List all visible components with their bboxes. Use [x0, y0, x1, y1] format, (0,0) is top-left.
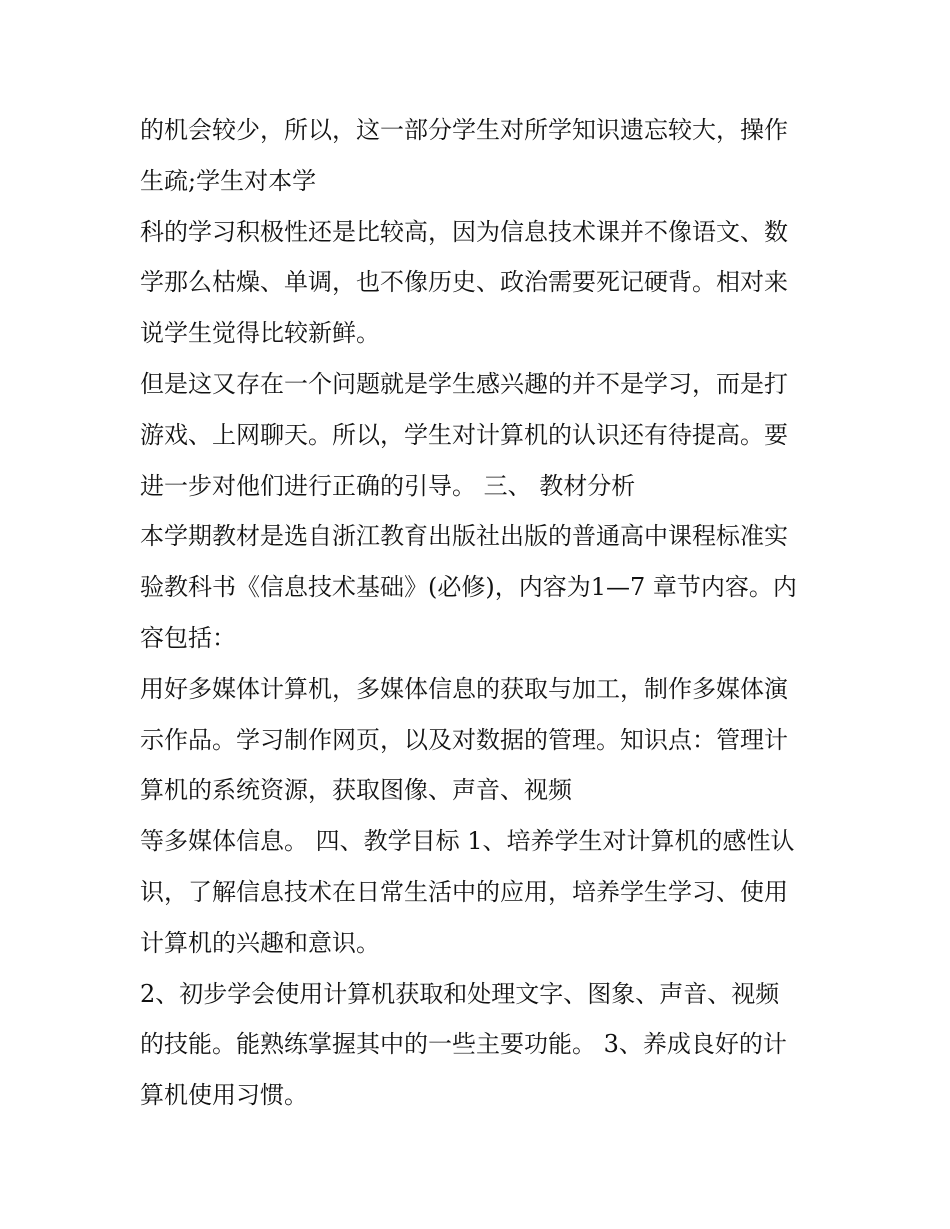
- text-line: 进一步对他们进行正确的引导。 三、 教材分析: [140, 471, 636, 500]
- text-line: 算机的系统资源，获取图像、声音、视频: [140, 776, 572, 805]
- text-line: 识，了解信息技术在日常生活中的应用，培养学生学习、使用: [140, 877, 788, 906]
- text-line: 等多媒体信息。 四、教学目标 1、培养学生对计算机的感性认: [140, 827, 795, 856]
- text-line: 学那么枯燥、单调，也不像历史、政治需要死记硬背。相对来: [140, 268, 788, 297]
- text-line: 示作品。学习制作网页，以及对数据的管理。知识点：管理计: [140, 725, 788, 754]
- text-line: 容包括：: [140, 623, 236, 652]
- text-line: 生疏;学生对本学: [140, 166, 317, 195]
- text-line: 的机会较少，所以，这一部分学生对所学知识遗忘较大，操作: [140, 116, 788, 144]
- text-line: 但是这又存在一个问题就是学生感兴趣的并不是学习，而是打: [140, 369, 788, 398]
- text-line: 2、初步学会使用计算机获取和处理文字、图象、声音、视频: [140, 979, 780, 1008]
- text-line: 验教科书《信息技术基础》(必修)，内容为1—7 章节内容。内: [140, 573, 797, 602]
- text-line: 算机使用习惯。: [140, 1081, 308, 1110]
- text-line: 说学生觉得比较新鲜。: [140, 319, 380, 348]
- text-line: 用好多媒体计算机，多媒体信息的获取与加工，制作多媒体演: [140, 674, 788, 703]
- body-text: [140, 105, 830, 1121]
- text-line: 的技能。能熟练掌握其中的一些主要功能。 3、养成良好的计: [140, 1030, 787, 1059]
- text-line: 游戏、上网聊天。所以，学生对计算机的认识还有待提高。要: [140, 420, 788, 449]
- text-line: 本学期教材是选自浙江教育出版社出版的普通高中课程标准实: [140, 522, 788, 551]
- text-line: 计算机的兴趣和意识。: [140, 928, 380, 957]
- text-line: 科的学习积极性还是比较高，因为信息技术课并不像语文、数: [140, 217, 788, 246]
